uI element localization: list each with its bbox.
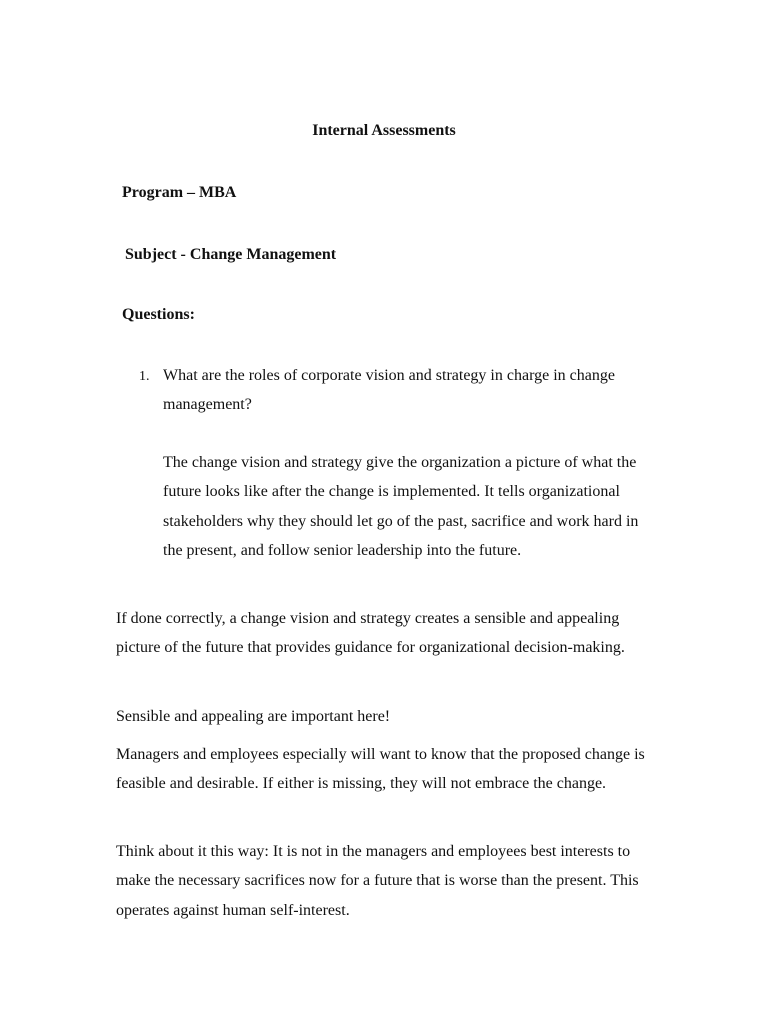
question-answer: The change vision and strategy give the organization a picture of what the future looks like after the change is implemented. It tells organizational stakeholders why they should let go of the past, sacrifice and work hard in the present, and follow senior leadership into the future. [163, 454, 639, 559]
body-paragraph: Sensible and appealing are important here! [116, 708, 391, 725]
program-heading: Program – MBA [122, 184, 237, 201]
subject-heading: Subject - Change Management [125, 246, 337, 263]
question-number: 1. [139, 369, 150, 384]
document-title: Internal Assessments [312, 122, 456, 139]
questions-heading: Questions: [122, 306, 195, 323]
body-paragraph: If done correctly, a change vision and strategy creates a sensible and appealing picture of the future that provides guidance for organizational decision-making. [116, 610, 625, 657]
question-text: What are the roles of corporate vision and strategy in charge in change management? [163, 367, 615, 414]
body-paragraph: Managers and employees especially will want to know that the proposed change is feasible and desirable. If either is missing, they will not embrace the change. [116, 746, 645, 793]
body-paragraph: Think about it this way: It is not in the managers and employees best interests to make the necessary sacrifices now for a future that is worse than the present. This operates against human self-interest. [116, 843, 639, 919]
